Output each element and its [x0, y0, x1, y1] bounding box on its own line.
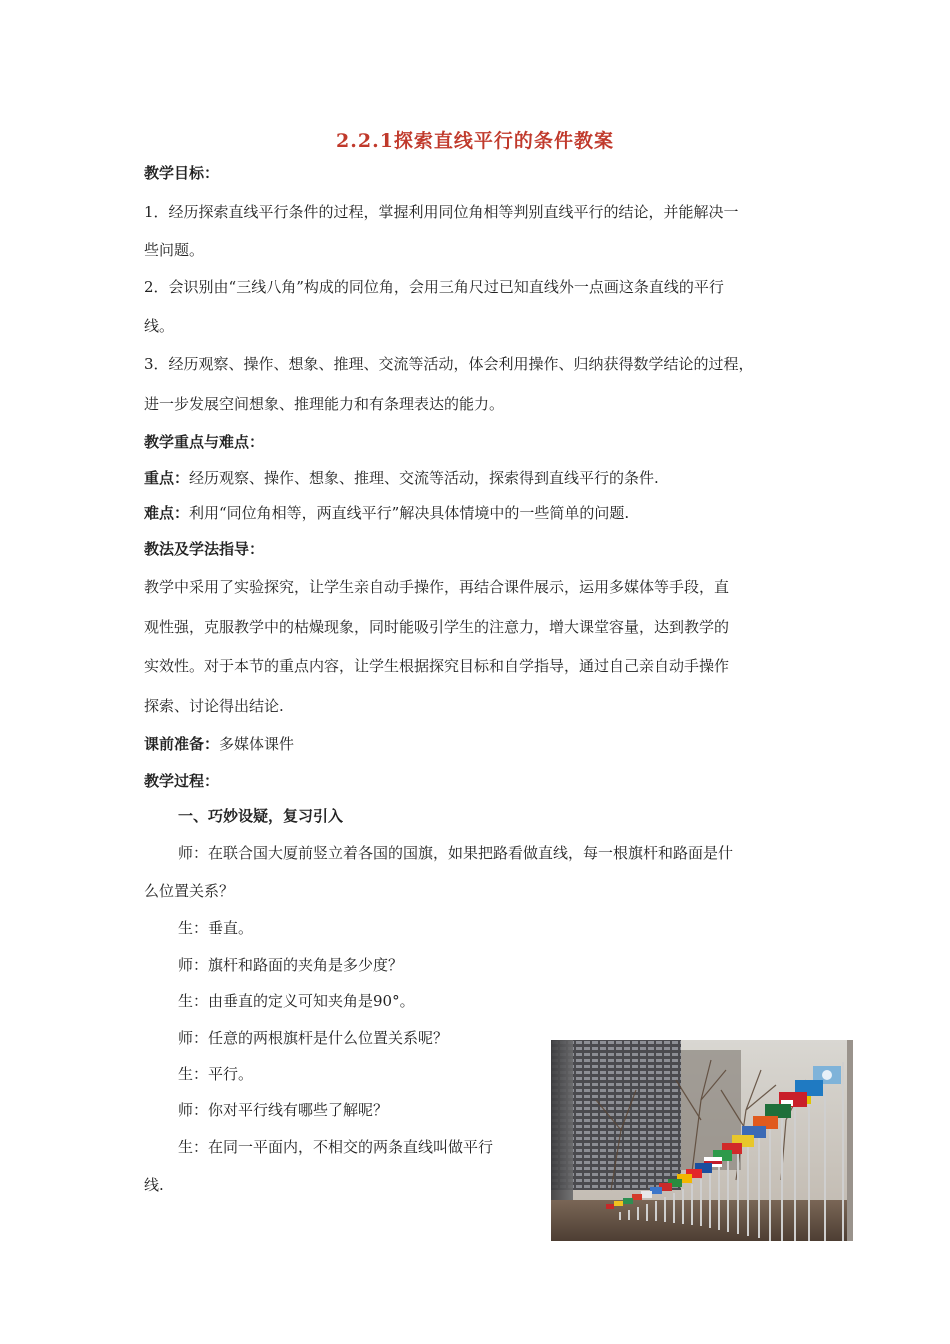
dialog-2: 生：垂直。	[178, 919, 254, 937]
difficulty-label: 难点：	[144, 504, 190, 522]
un-flags-photo	[551, 1040, 853, 1241]
dialog-1-line-1: 师：在联合国大厦前竖立着各国的国旗，如果把路看做直线，每一根旗杆和路面是什	[178, 844, 734, 862]
focus-text: 经历观察、操作、想象、推理、交流等活动，探索得到直线平行的条件.	[189, 469, 659, 487]
goals-heading: 教学目标：	[144, 164, 220, 182]
focus-label: 重点：	[144, 469, 190, 487]
method-heading: 教法及学法指导：	[144, 540, 265, 558]
difficulty-line	[144, 503, 629, 523]
goal-2-line-1: 2．会识别由“三线八角”构成的同位角，会用三角尺过已知直线外一点画这条直线的平行	[144, 278, 724, 296]
dialog-4: 生：由垂直的定义可知夹角是90°。	[178, 992, 415, 1010]
process-heading: 教学过程：	[144, 772, 220, 790]
prep-label: 课前准备：	[144, 735, 220, 753]
prep-text: 多媒体课件	[219, 735, 295, 753]
method-line-2: 观性强，克服教学中的枯燥现象，同时能吸引学生的注意力，增大课堂容量，达到教学的	[144, 618, 730, 636]
section-1-heading: 一、巧妙设疑，复习引入	[178, 807, 344, 825]
difficulty-text: 利用“同位角相等，两直线平行”解决具体情境中的一些简单的问题.	[189, 504, 630, 522]
goal-2-line-2: 线。	[144, 317, 175, 335]
dialog-3: 师：旗杆和路面的夹角是多少度？	[178, 956, 404, 974]
goal-1-line-2: 些问题。	[144, 241, 205, 259]
prep-line	[144, 734, 294, 754]
goal-3-line-1: 3．经历观察、操作、想象、推理、交流等活动，体会利用操作、归纳获得数学结论的过程，	[144, 355, 754, 373]
dialog-5: 师：任意的两根旗杆是什么位置关系呢？	[178, 1029, 449, 1047]
goal-1-line-1: 1．经历探索直线平行条件的过程，掌握利用同位角相等判别直线平行的结论，并能解决一	[144, 203, 739, 221]
dialog-6: 生：平行。	[178, 1065, 254, 1083]
page-title: 2.2.1探索直线平行的条件教案	[336, 130, 614, 152]
dialog-7: 师：你对平行线有哪些了解呢？	[178, 1101, 389, 1119]
method-line-1: 教学中采用了实验探究，让学生亲自动手操作，再结合课件展示，运用多媒体等手段，直	[144, 578, 730, 596]
focus-line	[144, 468, 659, 488]
key-heading: 教学重点与难点：	[144, 433, 265, 451]
goal-3-line-2: 进一步发展空间想象、推理能力和有条理表达的能力。	[144, 395, 505, 413]
dialog-1-line-2: 么位置关系？	[144, 882, 235, 900]
method-line-3: 实效性。对于本节的重点内容，让学生根据探究目标和自学指导，通过自己亲自动手操作	[144, 657, 730, 675]
dialog-8-line-1: 生：在同一平面内，不相交的两条直线叫做平行	[178, 1138, 494, 1156]
dialog-8-line-2: 线.	[144, 1176, 164, 1194]
method-line-4: 探索、讨论得出结论.	[144, 697, 284, 715]
